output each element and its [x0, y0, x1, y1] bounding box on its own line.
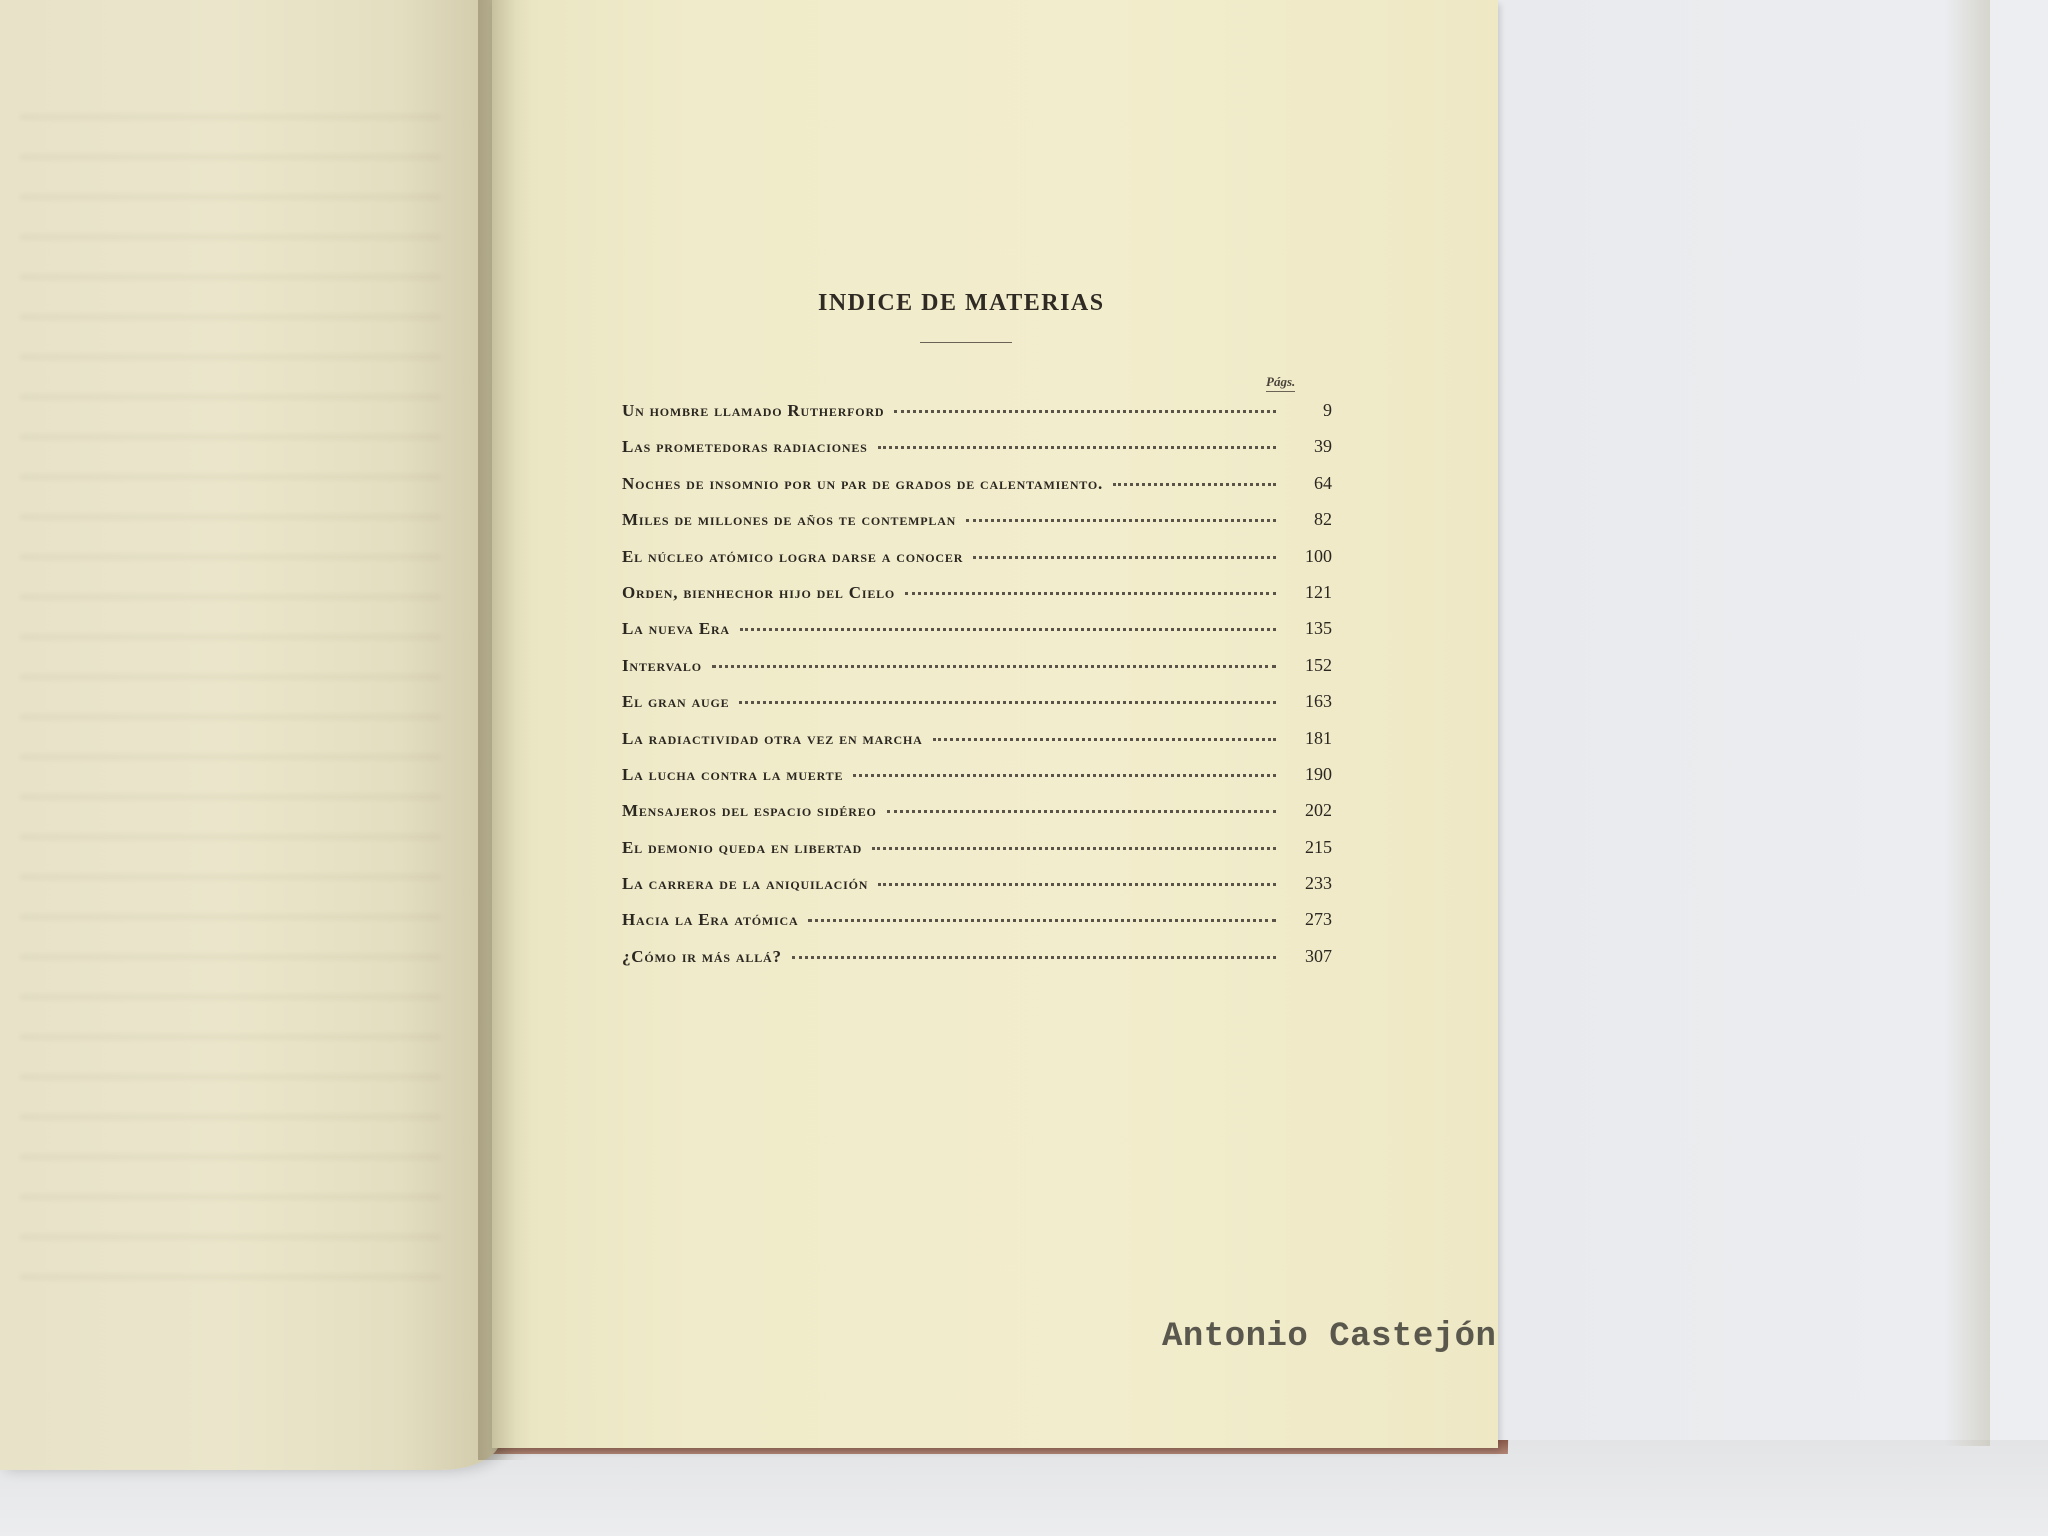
toc-dot-leader — [872, 843, 1276, 850]
toc-entry-page: 163 — [1305, 691, 1332, 712]
toc-entry — [622, 691, 1332, 727]
toc-entry-title: El núcleo atómico logra darse a conocer — [622, 546, 964, 566]
toc-entry-title: La lucha contra la muerte — [622, 764, 844, 784]
toc-entry — [622, 618, 1332, 654]
toc-dot-leader — [878, 442, 1276, 449]
toc-entry — [622, 946, 1332, 982]
toc-dot-leader — [739, 697, 1276, 704]
toc-entry-page: 215 — [1305, 836, 1332, 857]
toc-entry — [622, 509, 1332, 545]
toc-dot-leader — [905, 588, 1276, 595]
toc-entry — [622, 473, 1332, 509]
toc-dot-leader — [887, 806, 1276, 813]
toc-entry-title: Noches de insomnio por un par de grados de calentamiento. — [622, 473, 1104, 493]
toc-entry-title: Mensajeros del espacio sidéreo — [622, 801, 877, 821]
toc-dot-leader — [712, 661, 1276, 668]
toc-entry — [622, 400, 1332, 436]
toc-entry-title: Un hombre llamado Rutherford — [622, 401, 885, 420]
toc-entry-title: Intervalo — [622, 655, 702, 675]
toc-entry — [622, 800, 1332, 836]
toc-entry-page: 190 — [1305, 763, 1332, 784]
toc-dot-leader — [894, 406, 1276, 413]
toc-dot-leader — [808, 915, 1276, 922]
owner-stamp: Antonio Castejón — [1162, 1318, 1497, 1356]
toc-entry-page: 135 — [1305, 618, 1332, 639]
toc-entry-title: Orden, bienhechor hijo del Cielo — [622, 582, 896, 602]
toc-entry — [622, 873, 1332, 909]
toc-entry-title: La nueva Era — [622, 619, 730, 639]
toc-entry-page: 202 — [1305, 800, 1332, 821]
toc-entry — [622, 655, 1332, 691]
toc-entry-page: 152 — [1305, 654, 1332, 675]
toc-entry — [622, 764, 1332, 800]
toc-dot-leader — [740, 624, 1276, 631]
toc-entry-title: ¿Cómo ir más allá? — [622, 946, 782, 966]
index-title: INDICE DE MATERIAS — [818, 290, 1105, 316]
left-page-show-through — [20, 80, 440, 1280]
toc-dot-leader — [966, 515, 1276, 522]
toc-entry-title: Las prometedoras radiaciones — [622, 437, 868, 457]
toc-entry-page: 307 — [1305, 945, 1332, 966]
toc-entry-page: 233 — [1305, 873, 1332, 894]
toc-entry — [622, 837, 1332, 873]
toc-entry-title: Miles de millones de años te contemplan — [622, 510, 957, 530]
toc-entry — [622, 728, 1332, 764]
toc-dot-leader — [933, 734, 1276, 741]
toc-entry-page: 181 — [1305, 727, 1332, 748]
toc-dot-leader — [973, 552, 1276, 559]
toc-entry-page: 9 — [1323, 400, 1332, 420]
left-page — [0, 0, 500, 1470]
toc-entry-page: 273 — [1305, 909, 1332, 930]
book-gutter-shadow — [478, 0, 532, 1460]
toc-dot-leader — [792, 952, 1276, 959]
toc-entry-page: 121 — [1305, 581, 1332, 602]
toc-dot-leader — [1113, 479, 1276, 486]
toc-entry — [622, 436, 1332, 472]
page-edge-shade — [1944, 0, 1990, 1446]
toc-entry — [622, 546, 1332, 582]
title-rule — [920, 342, 1012, 343]
toc-entry-page: 39 — [1314, 436, 1332, 457]
toc-entry-page: 82 — [1314, 509, 1332, 530]
toc-entry — [622, 909, 1332, 945]
toc-dot-leader — [878, 879, 1276, 886]
toc-entry-title: El demonio queda en libertad — [622, 837, 863, 857]
toc-dot-leader — [853, 770, 1276, 777]
page-column-label: Págs. — [1266, 374, 1295, 392]
toc-entry-page: 100 — [1305, 545, 1332, 566]
table-of-contents — [622, 400, 1332, 982]
toc-entry-page: 64 — [1314, 472, 1332, 493]
toc-entry-title: La carrera de la aniquilación — [622, 874, 869, 894]
toc-entry-title: Hacia la Era atómica — [622, 910, 799, 930]
toc-entry — [622, 582, 1332, 618]
toc-entry-title: La radiactividad otra vez en marcha — [622, 728, 923, 748]
toc-entry-title: El gran auge — [622, 692, 730, 712]
